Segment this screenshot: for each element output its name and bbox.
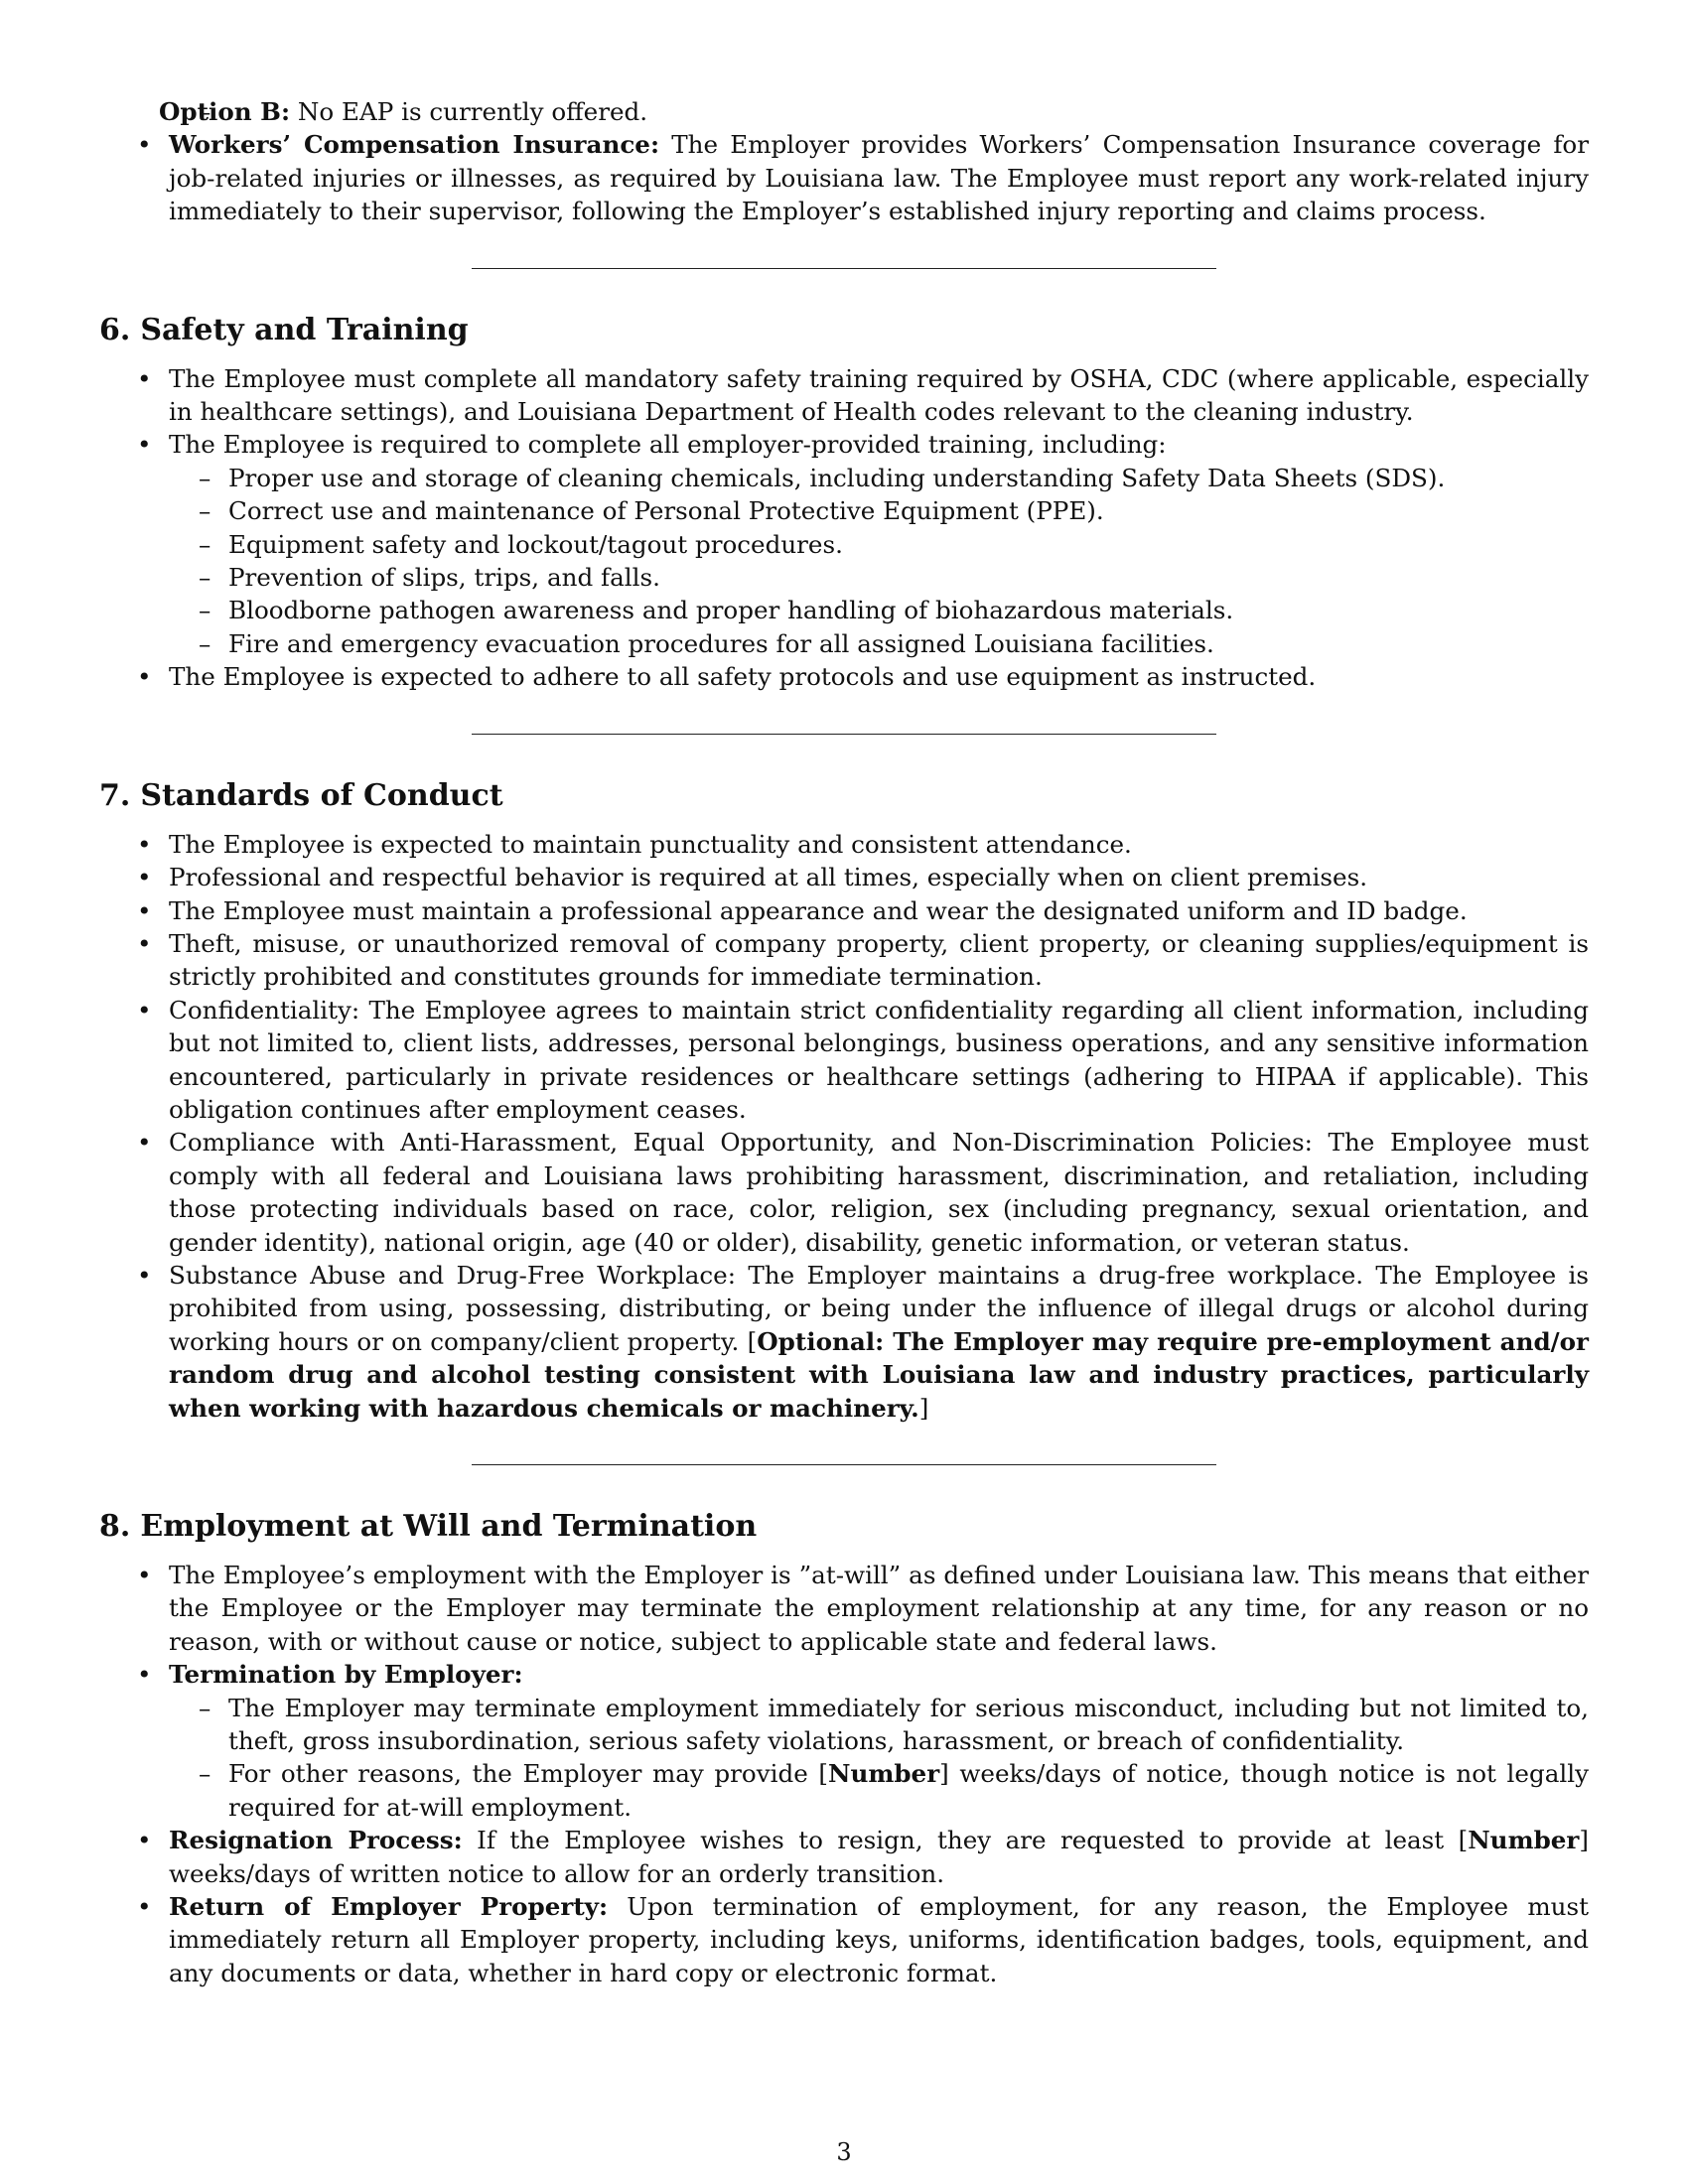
list-item: • The Employee must complete all mandatory safety training required by OSHA, CDC (where applicable, especially in healthcare settings), and Louisiana Department of Health codes relevant to the cleaning industry. [99,362,1589,429]
sub-list-item: – Equipment safety and lockout/tagout procedures. [99,528,1589,561]
option-b-item [99,95,1589,128]
number-placeholder: Number [1468,1826,1580,1855]
list-item: • Theft, misuse, or unauthorized removal of company property, client property, or cleaning supplies/equipment is strictly prohibited and constitutes grounds for immediate termination. [99,927,1589,994]
section-divider [472,734,1216,735]
sub-list-item: – Correct use and maintenance of Personal Protective Equipment (PPE). [99,494,1589,527]
workers-comp-item [99,128,1589,227]
sub-list-item: – Prevention of slips, trips, and falls. [99,561,1589,594]
return-property-text: Upon termination of employment, for any reason, the Employee must immediately return all Employer property, including keys, uniforms, identification badges, tools, equipment, and any documents or data, whether in hard copy or electronic format. [169,1892,1589,1987]
sub-list-item [99,1757,1589,1824]
workers-comp-label: Workers’ Compensation Insurance: [169,130,660,160]
list-item: • The Employee is expected to adhere to all safety protocols and use equipment as instructed. [99,660,1589,693]
section-divider [472,268,1216,269]
return-property-label: Return of Employer Property: [169,1892,609,1922]
sub-list-item: – Fire and emergency evacuation procedures for all assigned Louisiana facilities. [99,627,1589,660]
section7-list [99,828,1589,1425]
section-heading-6: 6. Safety and Training [99,312,469,347]
number-placeholder: Number [827,1759,940,1789]
substance-close: ] [918,1393,929,1423]
page-number: 3 [836,2138,852,2166]
list-item: • Compliance with Anti-Harassment, Equal Opportunity, and Non-Discrimination Policies: The Employee must comply with all federal and Louisiana laws prohibiting harassment, discrimination, and retaliation, including those protecting individuals based on race, color, religion, sex (including pregnancy, sexual orientation, and gender identity), national origin, age (40 or older), disability, genetic information, or veteran status. [99,1126,1589,1259]
sub-text: ] weeks/days of notice, though notice is not legally required for at-will employment. [228,1759,1589,1822]
sub-list-item: – Bloodborne pathogen awareness and proper handling of biohazardous materials. [99,594,1589,626]
substance-abuse-item [99,1259,1589,1425]
option-b-text: No EAP is currently offered. [290,97,648,126]
section-divider [472,1464,1216,1465]
section8-list [99,1559,1589,1989]
sub-list-item: – Proper use and storage of cleaning chemicals, including understanding Safety Data Sheets (SDS). [99,462,1589,494]
return-property-item [99,1890,1589,1989]
training-sublist [169,462,1589,660]
termination-item [99,1658,1589,1824]
list-item [99,428,1589,660]
list-item: • The Employee must maintain a professional appearance and wear the designated uniform and ID badge. [99,894,1589,927]
sub-text: For other reasons, the Employer may provide [ [228,1759,828,1789]
document-page [99,95,1589,1989]
continuation-list [99,95,1589,228]
list-item: • Professional and respectful behavior is required at all times, especially when on client premises. [99,861,1589,893]
section6-list [99,362,1589,694]
resign-text: ] weeks/days of written notice to allow for an orderly transition. [169,1826,1589,1888]
resignation-item [99,1824,1589,1890]
list-item-text: The Employee is required to complete all employer-provided training, including: [169,430,1167,460]
workers-comp-text: The Employer provides Workers’ Compensation Insurance coverage for job-related injuries or illnesses, as required by Louisiana law. The Employee must report any work-related injury immediately to their supervisor, following the Employer’s established injury reporting and claims process. [169,130,1589,226]
section-heading-8: 8. Employment at Will and Termination [99,1509,758,1544]
substance-optional-note: Optional: The Employer may require pre-employment and/or random drug and alcohol testing consistent with Louisiana law and industry practices, particularly when working with hazardous chemicals or machinery. [169,1326,1589,1423]
section-heading-7: 7. Standards of Conduct [99,777,503,813]
termination-sublist [169,1692,1589,1825]
list-item: • Confidentiality: The Employee agrees to maintain strict confidentiality regarding all client information, including but not limited to, client lists, addresses, personal belongings, business operations, and any sensitive information encountered, particularly in private residences or healthcare settings (adhering to HIPAA if applicable). This obligation continues after employment ceases. [99,994,1589,1127]
substance-text: Substance Abuse and Drug-Free Workplace: The Employer maintains a drug-free workplace. The Employee is prohibited from using, possessing, distributing, or being under the influence of illegal drugs or alcohol during working hours or on company/client property. [ [169,1260,1589,1356]
option-b-label: Option B: [159,97,291,126]
list-item: • The Employee is expected to maintain punctuality and consistent attendance. [99,828,1589,861]
list-item: • The Employee’s employment with the Employer is ”at-will” as defined under Louisiana law. This means that either the Employee or the Employer may terminate the employment relationship at any time, for any reason or no reason, with or without cause or notice, subject to applicable state and federal laws. [99,1559,1589,1658]
resign-text: If the Employee wishes to resign, they are requested to provide at least [ [462,1826,1469,1855]
resignation-label: Resignation Process: [169,1826,463,1855]
sub-list-item: – The Employer may terminate employment immediately for serious misconduct, including but not limited to, theft, gross insubordination, serious safety violations, harassment, or breach of confidentiality. [99,1692,1589,1758]
termination-label: Termination by Employer: [169,1660,523,1690]
